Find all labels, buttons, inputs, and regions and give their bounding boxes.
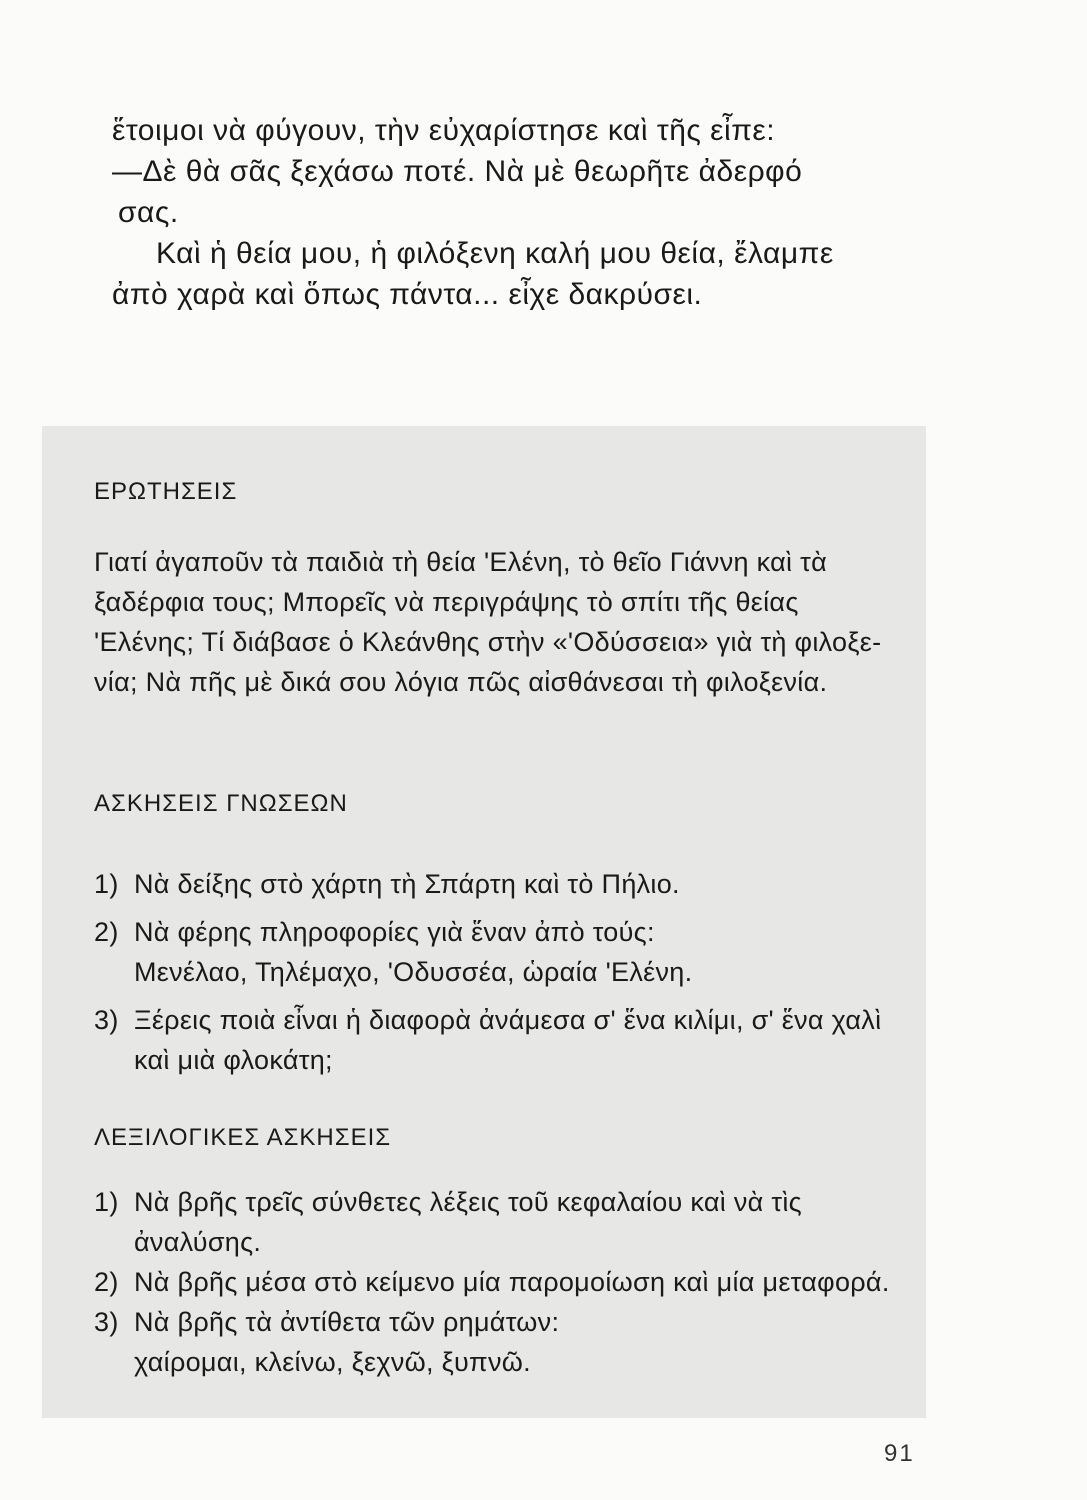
item-continuation: ἀναλύσης.: [134, 1227, 262, 1257]
item-number: 1): [94, 1187, 119, 1217]
knowledge-list: [94, 864, 964, 1080]
item-number: 2): [94, 1267, 119, 1297]
item-text: Νὰ βρῆς μέσα στὸ κείμενο μία παρομοίωση καὶ μία μεταφορά.: [134, 1267, 890, 1297]
story-line: —Δὲ θὰ σᾶς ξεχάσω ποτέ. Νὰ μὲ θεωρῆτε ἀδερφό: [112, 155, 803, 188]
item-text: Νὰ δείξης στὸ χάρτη τὴ Σπάρτη καὶ τὸ Πήλιο.: [134, 869, 680, 899]
questions-line: νία; Νὰ πῆς μὲ δικά σου λόγια πῶς αἰσθάνεσαι τὴ φιλοξενία.: [94, 667, 828, 697]
item-text: Νὰ βρῆς τρεῖς σύνθετες λέξεις τοῦ κεφαλαίου καὶ νὰ τὶς: [134, 1187, 802, 1217]
vocabulary-title: ΛΕΞΙΛΟΓΙΚΕΣ ΑΣΚΗΣΕΙΣ: [94, 1124, 392, 1151]
item-text: Νὰ φέρης πληροφορίες γιὰ ἕναν ἀπὸ τούς:: [134, 917, 655, 947]
questions-text: [94, 542, 954, 702]
page-number: 91: [884, 1440, 915, 1467]
vocabulary-list: [94, 1182, 964, 1382]
list-item: [94, 1262, 964, 1302]
item-continuation: Μενέλαο, Τηλέμαχο, 'Οδυσσέα, ὡραία 'Ελένη.: [134, 957, 693, 987]
questions-line: 'Ελένης; Τί διάβασε ὁ Κλεάνθης στὴν «'Οδύσσεια» γιὰ τὴ φιλοξε-: [94, 627, 882, 657]
story-line: ἀπὸ χαρὰ καὶ ὅπως πάντα... εἶχε δακρύσει.: [112, 278, 703, 311]
item-continuation: χαίρομαι, κλείνω, ξεχνῶ, ξυπνῶ.: [134, 1347, 531, 1377]
knowledge-title: ΑΣΚΗΣΕΙΣ ΓΝΩΣΕΩΝ: [94, 790, 348, 817]
story-line: Καὶ ἡ θεία μου, ἡ φιλόξενη καλή μου θεία, ἔλαμπε: [156, 237, 834, 270]
list-item: [94, 1000, 964, 1040]
story-line: ἕτοιμοι νὰ φύγουν, τὴν εὐχαρίστησε καὶ τῆς εἶπε:: [112, 114, 776, 147]
questions-line: Γιατί ἀγαποῦν τὰ παιδιὰ τὴ θεία 'Ελένη, τὸ θεῖο Γιάννη καὶ τὰ: [94, 547, 828, 577]
item-text: Ξέρεις ποιὰ εἶναι ἡ διαφορὰ ἀνάμεσα σ' ἕνα κιλίμι, σ' ἕνα χαλὶ: [134, 1005, 882, 1035]
list-item: [94, 864, 964, 904]
list-item: [94, 1182, 964, 1222]
questions-title: ΕΡΩΤΗΣΕΙΣ: [94, 478, 238, 505]
list-item: [94, 912, 964, 952]
exercises-box: [42, 426, 926, 1418]
item-number: 1): [94, 869, 119, 899]
item-continuation: καὶ μιὰ φλοκάτη;: [134, 1045, 333, 1075]
item-text: Νὰ βρῆς τὰ ἀντίθετα τῶν ρημάτων:: [134, 1307, 560, 1337]
item-number: 2): [94, 917, 119, 947]
list-item: [94, 1302, 964, 1342]
item-number: 3): [94, 1307, 119, 1337]
story-line: σας.: [118, 196, 179, 229]
story-text: [112, 110, 912, 315]
questions-line: ξαδέρφια τους; Μπορεῖς νὰ περιγράψης τὸ σπίτι τῆς θείας: [94, 587, 799, 617]
item-number: 3): [94, 1005, 119, 1035]
